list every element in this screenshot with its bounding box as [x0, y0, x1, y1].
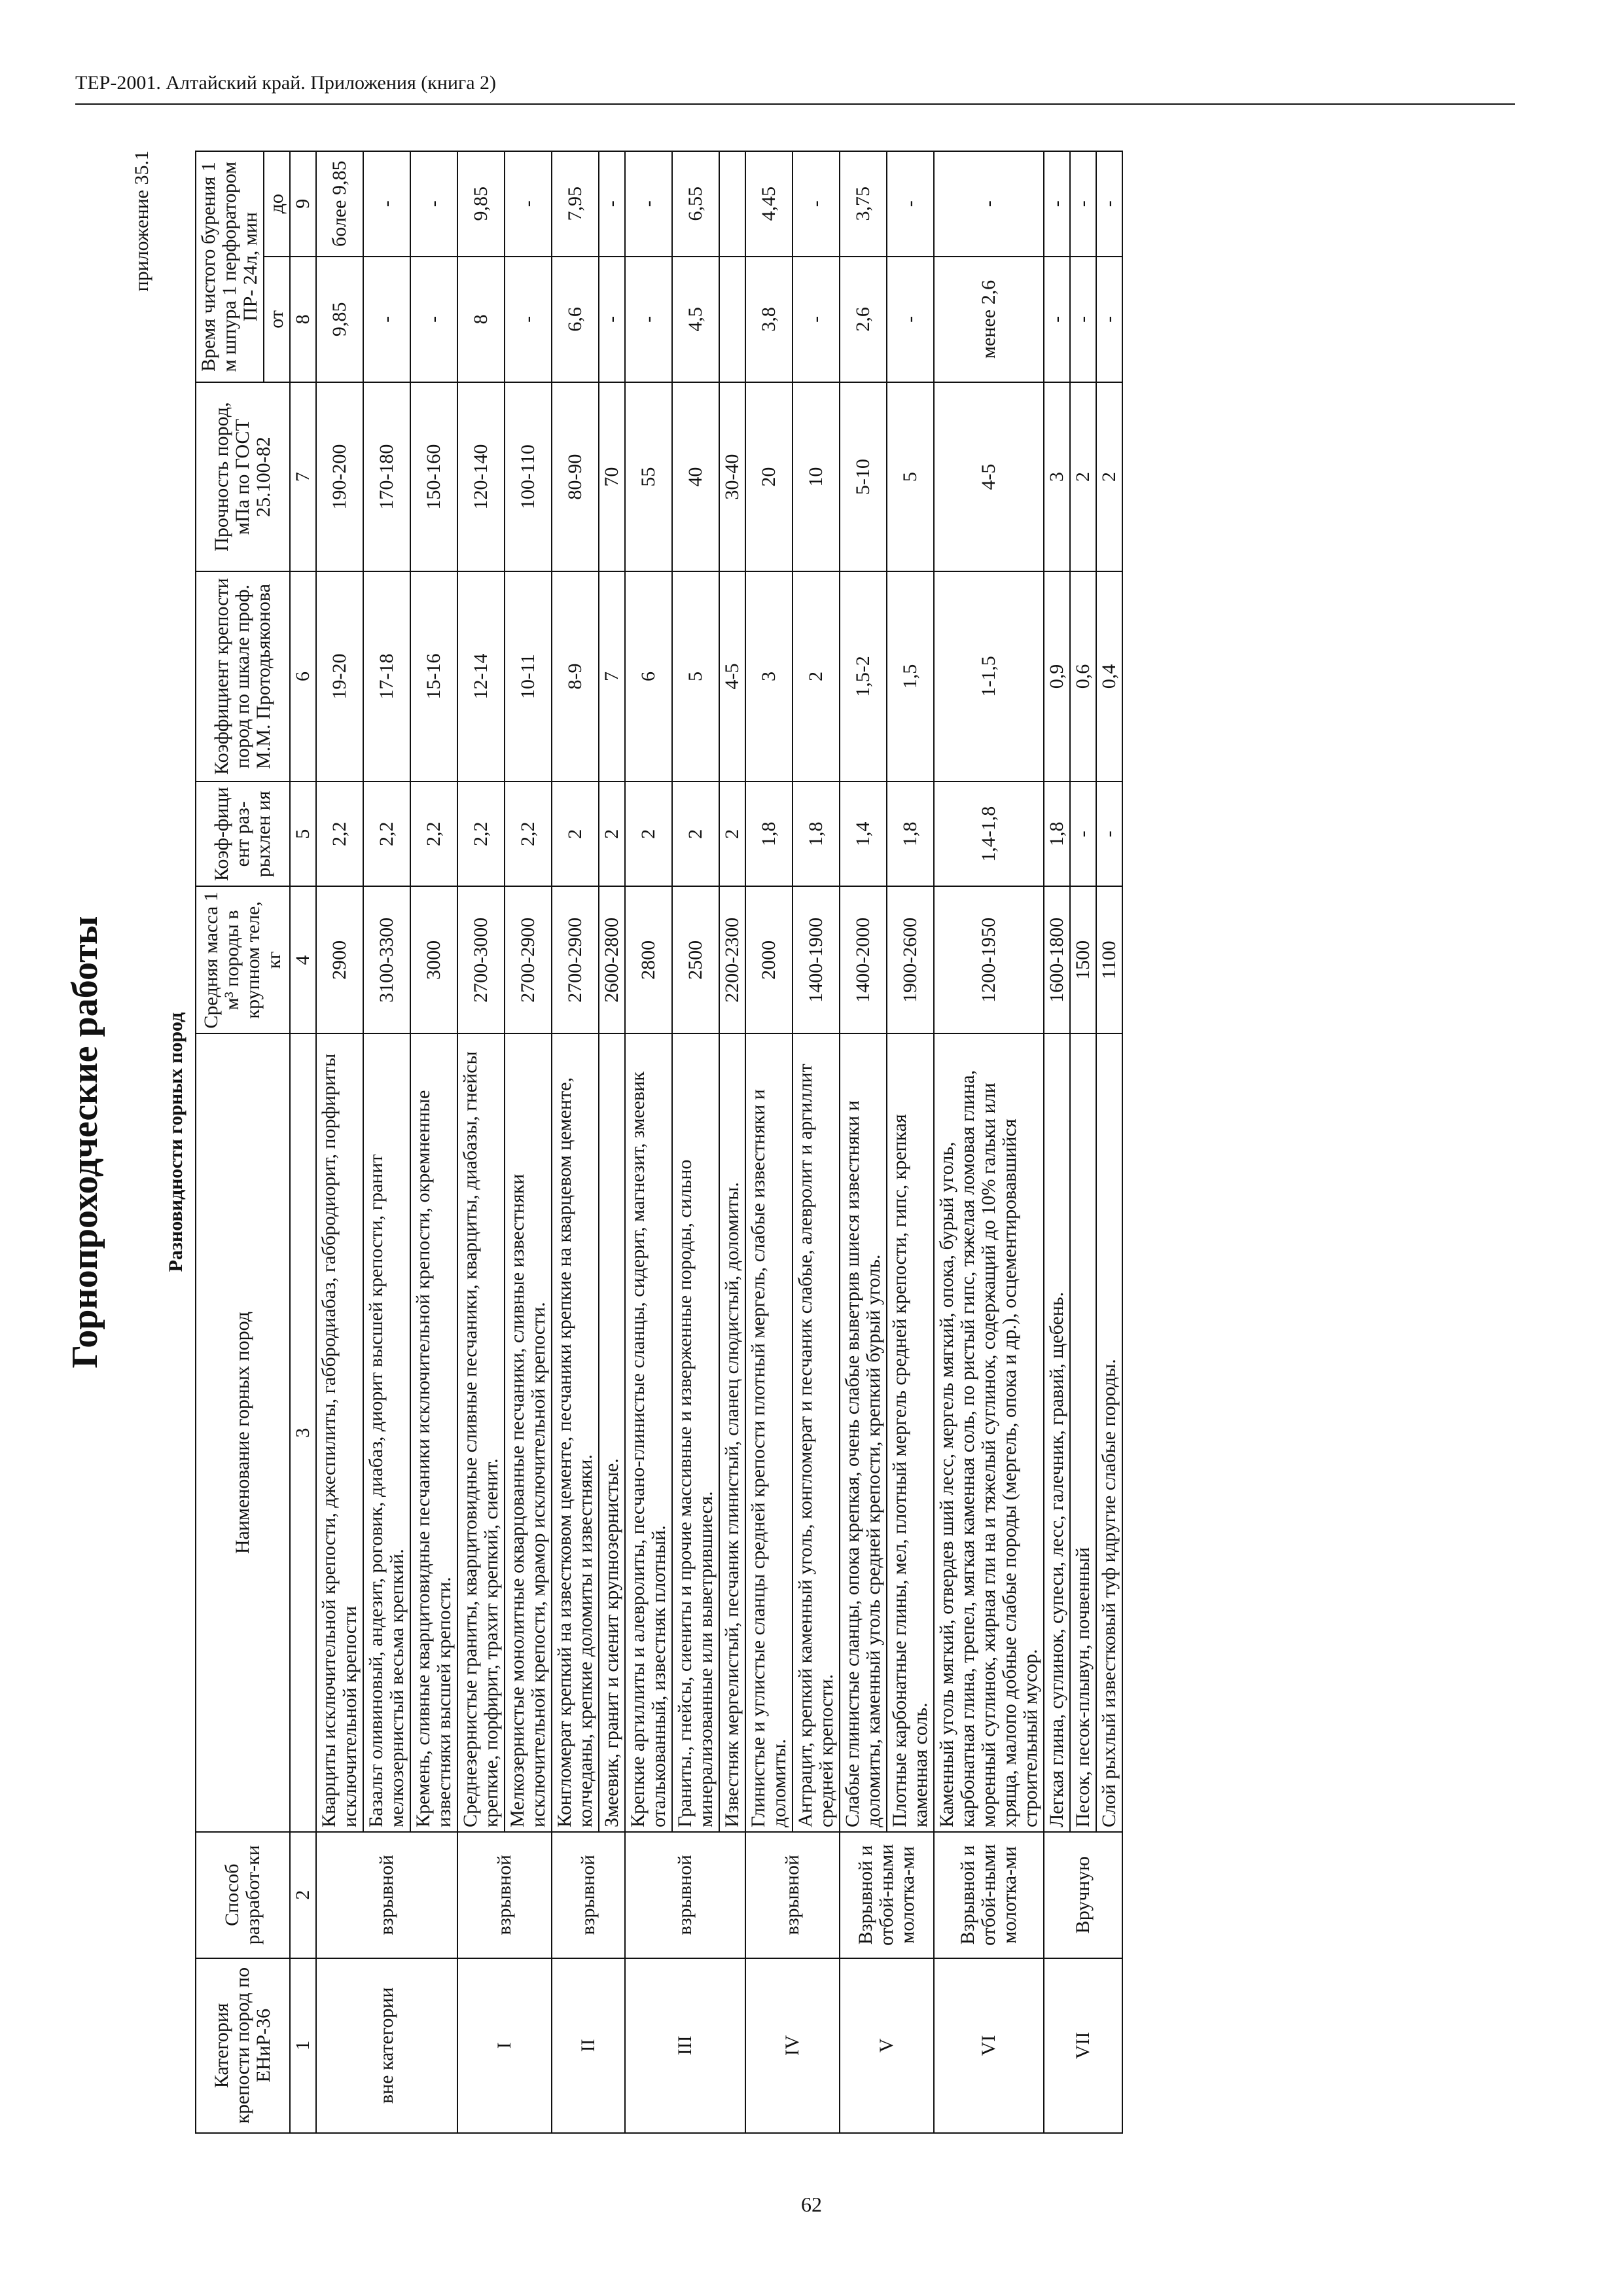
header-strength: Прочность пород, мПа по ГОСТ 25.100-82	[196, 382, 290, 571]
rock-name-cell: Слабые глинистые сланцы, опока крепкая, очень слабые выветрив шиеся известняки и доломиты, каменный уголь средней крепости, крепкий бурый уголь.	[840, 1033, 887, 1832]
method-cell: взрывной	[316, 1832, 457, 1958]
time-from-cell: 9,85	[316, 257, 363, 383]
strength-coef-cell: 4-5	[719, 571, 745, 781]
time-from-cell: 4,5	[672, 257, 719, 383]
strength-mpa-cell: 40	[672, 382, 719, 571]
loosening-cell: 1,8	[887, 781, 934, 886]
time-to-cell: -	[1044, 151, 1070, 257]
method-cell: взрывной	[457, 1832, 552, 1958]
mass-cell: 2800	[625, 887, 672, 1034]
time-to-cell: -	[363, 151, 410, 257]
header-coef: Коэффициент крепости пород по шкале проф. М.М. Протодьяконова	[196, 571, 290, 781]
rock-name-cell: Кремень, сливные кварцитовидные песчаники исключительной крепости, окремненные известняки высшей крепости.	[410, 1033, 457, 1832]
strength-coef-cell: 6	[625, 571, 672, 781]
loosening-cell: 2	[625, 781, 672, 886]
strength-mpa-cell: 5-10	[840, 382, 887, 571]
rock-name-cell: Граниты., гнейсы, сиениты и прочие массивные и изверженные породы, сильно минерализованные или выветрившиеся.	[672, 1033, 719, 1832]
strength-mpa-cell: 190-200	[316, 382, 363, 571]
time-from-cell: -	[1070, 257, 1096, 383]
time-to-cell	[719, 151, 745, 257]
strength-coef-cell: 17-18	[363, 571, 410, 781]
time-to-cell: -	[599, 151, 625, 257]
header-method: Способ разработ-ки	[196, 1832, 290, 1958]
loosening-cell: -	[1096, 781, 1122, 886]
time-from-cell: 6,6	[552, 257, 599, 383]
method-cell: взрывной	[625, 1832, 745, 1958]
time-from-cell: менее 2,6	[934, 257, 1044, 383]
loosening-cell: 2,2	[457, 781, 505, 886]
loosening-cell: 2	[552, 781, 599, 886]
mass-cell: 2700-2900	[505, 887, 552, 1034]
column-numbers-row	[290, 151, 316, 2133]
strength-coef-cell: 3	[745, 571, 793, 781]
table-body	[316, 151, 1122, 2133]
column-number: 8	[290, 257, 316, 383]
time-from-cell: -	[887, 257, 934, 383]
mass-cell: 2200-2300	[719, 887, 745, 1034]
strength-coef-cell: 15-16	[410, 571, 457, 781]
strength-mpa-cell: 20	[745, 382, 793, 571]
time-to-cell: 3,75	[840, 151, 887, 257]
mass-cell: 1600-1800	[1044, 887, 1070, 1034]
strength-mpa-cell: 3	[1044, 382, 1070, 571]
header-rule	[75, 103, 1515, 105]
strength-mpa-cell: 120-140	[457, 382, 505, 571]
column-number: 2	[290, 1832, 316, 1958]
loosening-cell: -	[1070, 781, 1096, 886]
strength-mpa-cell: 80-90	[552, 382, 599, 571]
table-row	[745, 151, 793, 2133]
strength-mpa-cell: 30-40	[719, 382, 745, 571]
strength-mpa-cell: 5	[887, 382, 934, 571]
strength-mpa-cell: 150-160	[410, 382, 457, 571]
column-number: 7	[290, 382, 316, 571]
header-mass: Средняя масса 1 м³ породы в крупном теле, кг	[196, 887, 290, 1034]
column-number: 9	[290, 151, 316, 257]
mass-cell: 1500	[1070, 887, 1096, 1034]
strength-coef-cell: 1,5-2	[840, 571, 887, 781]
strength-coef-cell: 2	[793, 571, 840, 781]
method-cell: Взрывной и отбой-ными молотка-ми	[934, 1832, 1044, 1958]
time-to-cell: -	[1096, 151, 1122, 257]
rock-name-cell: Крепкие аргиллиты и алевролиты, песчано-глинистые сланцы, сидерит, магнезит, змеевик оталькованный, известняк плотный.	[625, 1033, 672, 1832]
rock-name-cell: Слой рыхлый известковый туф идругие слабые породы.	[1096, 1033, 1122, 1832]
time-from-cell: -	[793, 257, 840, 383]
mass-cell: 2500	[672, 887, 719, 1034]
loosening-cell: 2,2	[410, 781, 457, 886]
loosening-cell: 1,8	[745, 781, 793, 886]
strength-mpa-cell: 55	[625, 382, 672, 571]
method-cell: взрывной	[552, 1832, 625, 1958]
method-cell: взрывной	[745, 1832, 840, 1958]
mass-cell: 3100-3300	[363, 887, 410, 1034]
column-number: 3	[290, 1033, 316, 1832]
header-time-from: от	[264, 257, 290, 383]
loosening-cell: 2	[672, 781, 719, 886]
category-cell: вне категории	[316, 1958, 457, 2133]
mass-cell: 2900	[316, 887, 363, 1034]
method-cell: Вручную	[1044, 1832, 1122, 1958]
header-time: Время чистого бурения 1 м шпура 1 перфоратором ПР- 24л, мин	[196, 151, 264, 382]
strength-mpa-cell: 100-110	[505, 382, 552, 571]
header-loosening: Коэф-фици ент раз-рыхлен ия	[196, 781, 290, 886]
rock-name-cell: Антрацит, крепкий каменный уголь, конгломерат и песчаник слабые, алевролит и аргиллит средней крепости.	[793, 1033, 840, 1832]
category-cell: III	[625, 1958, 745, 2133]
table-row	[316, 151, 363, 2133]
time-from-cell: -	[1096, 257, 1122, 383]
rock-name-cell: Базальт оливиновый, андезит, роговик, диабаз, диорит высшей крепости, гранит мелкозернистый весьма крепкий.	[363, 1033, 410, 1832]
table-title: Разновидности горных пород	[165, 1012, 187, 1272]
loosening-cell: 2	[599, 781, 625, 886]
strength-coef-cell: 8-9	[552, 571, 599, 781]
mass-cell: 2000	[745, 887, 793, 1034]
column-number: 5	[290, 781, 316, 886]
table-row	[625, 151, 672, 2133]
rock-name-cell: Змеевик, гранит и сиенит крупнозернистые.	[599, 1033, 625, 1832]
mass-cell: 2700-3000	[457, 887, 505, 1034]
rock-types-table	[195, 151, 1123, 2134]
time-to-cell: -	[625, 151, 672, 257]
time-to-cell: -	[505, 151, 552, 257]
strength-mpa-cell: 170-180	[363, 382, 410, 571]
mass-cell: 1400-2000	[840, 887, 887, 1034]
rock-name-cell: Песок, песок-плывун, почвенный	[1070, 1033, 1096, 1832]
table-row	[457, 151, 505, 2133]
running-head: ТЕР-2001. Алтайский край. Приложения (книга 2)	[75, 72, 497, 94]
header-category: Категория крепости пород по ЕНиР-36	[196, 1958, 290, 2133]
strength-mpa-cell: 2	[1070, 382, 1096, 571]
strength-coef-cell: 19-20	[316, 571, 363, 781]
table-row	[934, 151, 1044, 2133]
rock-name-cell: Плотные карбонатные глины, мел, плотный мергель средней крепости, гипс, крепкая каменная соль.	[887, 1033, 934, 1832]
category-cell: IV	[745, 1958, 840, 2133]
mass-cell: 3000	[410, 887, 457, 1034]
strength-coef-cell: 0,9	[1044, 571, 1070, 781]
time-from-cell: -	[363, 257, 410, 383]
mass-cell: 1400-1900	[793, 887, 840, 1034]
column-number: 1	[290, 1958, 316, 2133]
time-to-cell: 4,45	[745, 151, 793, 257]
category-cell: I	[457, 1958, 552, 2133]
loosening-cell: 1,4-1,8	[934, 781, 1044, 886]
time-to-cell: 7,95	[552, 151, 599, 257]
time-to-cell: -	[1070, 151, 1096, 257]
loosening-cell: 1,8	[1044, 781, 1070, 886]
strength-coef-cell: 1,5	[887, 571, 934, 781]
mass-cell: 2600-2800	[599, 887, 625, 1034]
column-number: 6	[290, 571, 316, 781]
loosening-cell: 2,2	[316, 781, 363, 886]
strength-coef-cell: 12-14	[457, 571, 505, 781]
time-from-cell	[719, 257, 745, 383]
rock-name-cell: Каменный уголь мягкий, отвердев ший лесс, мергель мягкий, опока, бурый уголь, карбонатная глина, трепел, мягкая каменная соль, по ристый гипс, тяжелая ломовая глина, моренный суглинок, жирная гли на и тяжелый суглинок, содержащий до 10% гальки или хряща, малопо добные слабые породы (мергель, опока и др.), осцементировавшийся строительный мусор.	[934, 1033, 1044, 1832]
mass-cell: 1900-2600	[887, 887, 934, 1034]
time-to-cell: -	[793, 151, 840, 257]
category-cell: VII	[1044, 1958, 1122, 2133]
table-row	[840, 151, 887, 2133]
strength-mpa-cell: 70	[599, 382, 625, 571]
category-cell: VI	[934, 1958, 1044, 2133]
loosening-cell: 2	[719, 781, 745, 886]
page-title: Горнопроходческие работы	[65, 916, 105, 1369]
annex-label: приложение 35.1	[131, 151, 152, 292]
rock-name-cell: Конгломерат крепкий на известковом цементе, песчаники крепкие на кварцевом цементе, колчеданы, крепкие доломиты и известняки.	[552, 1033, 599, 1832]
strength-coef-cell: 0,6	[1070, 571, 1096, 781]
strength-mpa-cell: 10	[793, 382, 840, 571]
strength-coef-cell: 0,4	[1096, 571, 1122, 781]
mass-cell: 1200-1950	[934, 887, 1044, 1034]
time-to-cell: -	[410, 151, 457, 257]
rotated-page-content	[52, 151, 1531, 2134]
rock-name-cell: Известняк мергелистый, песчаник глинистый, сланец слюдистый, доломиты.	[719, 1033, 745, 1832]
rock-name-cell: Глинистые и углистые сланцы средней крепости плотный мергель, слабые известняки и доломиты.	[745, 1033, 793, 1832]
strength-coef-cell: 10-11	[505, 571, 552, 781]
time-from-cell: -	[410, 257, 457, 383]
header-time-to: до	[264, 151, 290, 257]
time-from-cell: -	[505, 257, 552, 383]
mass-cell: 2700-2900	[552, 887, 599, 1034]
loosening-cell: 2,2	[363, 781, 410, 886]
table-row	[552, 151, 599, 2133]
strength-coef-cell: 5	[672, 571, 719, 781]
time-from-cell: -	[599, 257, 625, 383]
strength-coef-cell: 7	[599, 571, 625, 781]
mass-cell: 1100	[1096, 887, 1122, 1034]
time-from-cell: -	[625, 257, 672, 383]
time-to-cell: 9,85	[457, 151, 505, 257]
rock-name-cell: Среднезернистые граниты, кварцитовидные сливные песчаники, кварциты, диабазы, гнейсы крепкие, порфирит, трахит крепкий, сиенит.	[457, 1033, 505, 1832]
rock-name-cell: Легкая глина, суглинок, супеси, лесс, галечник, гравий, щебень.	[1044, 1033, 1070, 1832]
strength-mpa-cell: 4-5	[934, 382, 1044, 571]
header-name: Наименование горных пород	[196, 1033, 290, 1832]
time-from-cell: 3,8	[745, 257, 793, 383]
time-from-cell: 2,6	[840, 257, 887, 383]
column-number: 4	[290, 887, 316, 1034]
rock-name-cell: Мелкозернистые монолитные окварцованные песчаники, сливные известняки исключительной крепости, мрамор исключительной крепости.	[505, 1033, 552, 1832]
time-to-cell: 6,55	[672, 151, 719, 257]
loosening-cell: 1,8	[793, 781, 840, 886]
page-number: 62	[801, 2193, 822, 2216]
time-from-cell: -	[1044, 257, 1070, 383]
time-to-cell: -	[887, 151, 934, 257]
loosening-cell: 2,2	[505, 781, 552, 886]
method-cell: Взрывной и отбой-ными молотка-ми	[840, 1832, 934, 1958]
category-cell: II	[552, 1958, 625, 2133]
table-row	[1044, 151, 1070, 2133]
loosening-cell: 1,4	[840, 781, 887, 886]
time-from-cell: 8	[457, 257, 505, 383]
strength-mpa-cell: 2	[1096, 382, 1122, 571]
category-cell: V	[840, 1958, 934, 2133]
time-to-cell: более 9,85	[316, 151, 363, 257]
strength-coef-cell: 1-1,5	[934, 571, 1044, 781]
time-to-cell: -	[934, 151, 1044, 257]
rock-name-cell: Кварциты исключительной крепости, джеспилиты, габбродиабаз, габбродиорит, порфириты исключительной крепости	[316, 1033, 363, 1832]
